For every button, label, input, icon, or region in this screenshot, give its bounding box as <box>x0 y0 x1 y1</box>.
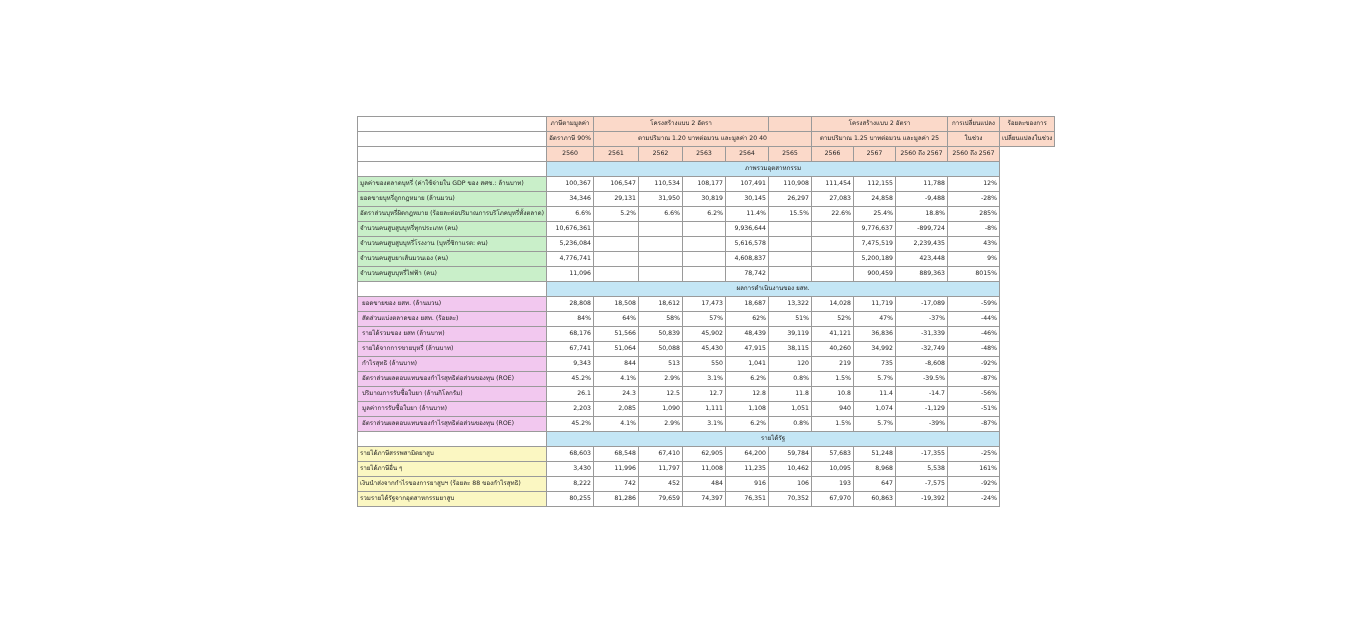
cell-2561[interactable]: 5.2% <box>593 207 638 222</box>
cell-2560[interactable]: 28,808 <box>547 297 594 312</box>
cell-2564[interactable]: 18,687 <box>725 297 768 312</box>
table-row <box>358 402 1055 417</box>
cell-2566[interactable]: 111,454 <box>811 177 853 192</box>
cell-2562[interactable] <box>638 222 682 237</box>
row-label[interactable]: ยอดขายบุหรี่ถูกกฎหมาย (ล้านมวน) <box>358 192 547 207</box>
cell-2563[interactable]: 11,008 <box>682 462 725 477</box>
cell-2562[interactable]: 18,612 <box>638 297 682 312</box>
cell-2560[interactable]: 6.6% <box>547 207 594 222</box>
cell-2562[interactable]: 6.6% <box>638 207 682 222</box>
row-label[interactable]: ปริมาณการรับซื้อใบยา (ล้านกิโลกรัม) <box>358 387 547 402</box>
cell-change[interactable]: -39% <box>895 417 947 432</box>
cell-pct-change[interactable]: 9% <box>947 252 999 267</box>
header-label-blank-1[interactable] <box>358 117 547 132</box>
table-row <box>358 297 1055 312</box>
header-row-1 <box>358 117 1055 132</box>
cell-2564[interactable]: 5,616,578 <box>725 237 768 252</box>
cell-2560[interactable]: 80,255 <box>547 492 594 507</box>
cell-2567[interactable]: 11,719 <box>853 297 895 312</box>
cell-2562[interactable] <box>638 267 682 282</box>
cell-2562[interactable]: 50,088 <box>638 342 682 357</box>
cell-2561[interactable]: 4.1% <box>593 417 638 432</box>
cell-2561[interactable]: 29,131 <box>593 192 638 207</box>
cell-2560[interactable]: 67,741 <box>547 342 594 357</box>
cell-2561[interactable]: 2,085 <box>593 402 638 417</box>
cell-2561[interactable] <box>593 222 638 237</box>
row-label[interactable]: มูลค่าการรับซื้อใบยา (ล้านบาท) <box>358 402 547 417</box>
header-group2-line1[interactable]: โครงสร้างแบบ 2 อัตรา <box>811 117 947 132</box>
cell-pct-change[interactable]: 43% <box>947 237 999 252</box>
cell-2567[interactable]: 8,968 <box>853 462 895 477</box>
cell-2565[interactable] <box>768 252 811 267</box>
header-2560-line2[interactable]: อัตราภาษี 90% <box>547 132 594 147</box>
cell-2562[interactable]: 513 <box>638 357 682 372</box>
cell-2565[interactable] <box>768 222 811 237</box>
cell-2565[interactable]: 26,297 <box>768 192 811 207</box>
section-label-blank[interactable] <box>358 282 547 297</box>
row-label[interactable]: อัตราส่วนบุหรี่ผิดกฎหมาย (ร้อยละต่อปริมาณการบริโภคบุหรี่ทั้งตลาด) <box>358 207 547 222</box>
row-label[interactable]: จำนวนคนสูบบุหรี่ไฟฟ้า (คน) <box>358 267 547 282</box>
cell-pct-change[interactable]: 8015% <box>947 267 999 282</box>
row-label[interactable]: เงินนำส่งจากกำไรของการยาสูบฯ (ร้อยละ 88 ของกำไรสุทธิ) <box>358 477 547 492</box>
cell-change[interactable]: -8,608 <box>895 357 947 372</box>
cell-2567[interactable]: 60,863 <box>853 492 895 507</box>
row-label[interactable]: จำนวนคนสูบสูบบุหรี่ทุกประเภท (คน) <box>358 222 547 237</box>
cell-2561[interactable]: 51,064 <box>593 342 638 357</box>
cell-2562[interactable]: 67,410 <box>638 447 682 462</box>
cell-2564[interactable]: 9,936,644 <box>725 222 768 237</box>
cell-2562[interactable]: 12.5 <box>638 387 682 402</box>
cell-change[interactable]: -17,355 <box>895 447 947 462</box>
cell-2564[interactable]: 47,915 <box>725 342 768 357</box>
cell-2563[interactable]: 74,397 <box>682 492 725 507</box>
cell-2560[interactable]: 34,346 <box>547 192 594 207</box>
section-label-blank[interactable] <box>358 432 547 447</box>
cell-2565[interactable]: 39,119 <box>768 327 811 342</box>
cell-2565[interactable]: 106 <box>768 477 811 492</box>
cell-2566[interactable]: 41,121 <box>811 327 853 342</box>
cell-2563[interactable]: 3.1% <box>682 372 725 387</box>
cell-2562[interactable]: 1,090 <box>638 402 682 417</box>
cell-2561[interactable]: 81,286 <box>593 492 638 507</box>
cell-change[interactable]: -17,089 <box>895 297 947 312</box>
cell-pct-change[interactable]: -51% <box>947 402 999 417</box>
cell-2564[interactable]: 916 <box>725 477 768 492</box>
cell-2566[interactable]: 1.5% <box>811 417 853 432</box>
cell-2561[interactable]: 51,566 <box>593 327 638 342</box>
cell-2563[interactable] <box>682 267 725 282</box>
header-pct-range[interactable]: 2560 ถึง 2567 <box>947 147 999 162</box>
cell-pct-change[interactable]: -48% <box>947 342 999 357</box>
cell-pct-change[interactable]: -46% <box>947 327 999 342</box>
cell-2563[interactable] <box>682 222 725 237</box>
cell-2565[interactable]: 51% <box>768 312 811 327</box>
cell-2566[interactable]: 67,970 <box>811 492 853 507</box>
cell-2564[interactable]: 76,351 <box>725 492 768 507</box>
cell-2560[interactable]: 100,367 <box>547 177 594 192</box>
cell-2560[interactable]: 68,603 <box>547 447 594 462</box>
cell-2560[interactable]: 5,236,084 <box>547 237 594 252</box>
year-2565[interactable]: 2565 <box>768 147 811 162</box>
cell-2564[interactable]: 78,742 <box>725 267 768 282</box>
cell-2567[interactable]: 9,776,637 <box>853 222 895 237</box>
cell-2560[interactable]: 8,222 <box>547 477 594 492</box>
section-label-blank[interactable] <box>358 162 547 177</box>
cell-change[interactable]: 889,363 <box>895 267 947 282</box>
cell-2560[interactable]: 9,343 <box>547 357 594 372</box>
table-row <box>358 342 1055 357</box>
cell-2565[interactable]: 0.8% <box>768 417 811 432</box>
cell-2563[interactable]: 108,177 <box>682 177 725 192</box>
cell-2564[interactable]: 30,145 <box>725 192 768 207</box>
cell-2564[interactable]: 64,200 <box>725 447 768 462</box>
header-pct-line2[interactable]: เปลี่ยนแปลงในช่วง <box>999 132 1054 147</box>
row-label[interactable]: สัดส่วนแบ่งตลาดของ ยสท. (ร้อยละ) <box>358 312 547 327</box>
cell-2564[interactable]: 1,108 <box>725 402 768 417</box>
header-label-blank-3[interactable] <box>358 147 547 162</box>
row-label[interactable]: รายได้ภาษีอื่น ๆ <box>358 462 547 477</box>
cell-2561[interactable]: 742 <box>593 477 638 492</box>
cell-2565[interactable] <box>768 267 811 282</box>
cell-2561[interactable]: 18,508 <box>593 297 638 312</box>
cell-2562[interactable]: 2.9% <box>638 372 682 387</box>
cell-2560[interactable]: 11,096 <box>547 267 594 282</box>
cell-2565[interactable]: 38,115 <box>768 342 811 357</box>
cell-2562[interactable]: 452 <box>638 477 682 492</box>
header-group1-line1[interactable]: โครงสร้างแบบ 2 อัตรา <box>593 117 768 132</box>
year-2561[interactable]: 2561 <box>593 147 638 162</box>
cell-pct-change[interactable]: -87% <box>947 372 999 387</box>
cell-change[interactable]: 11,788 <box>895 177 947 192</box>
cell-change[interactable]: 18.8% <box>895 207 947 222</box>
table-row <box>358 222 1055 237</box>
cell-2564[interactable]: 6.2% <box>725 417 768 432</box>
cell-2560[interactable]: 10,676,361 <box>547 222 594 237</box>
cell-pct-change[interactable]: -87% <box>947 417 999 432</box>
section-title[interactable]: รายได้รัฐ <box>547 432 1000 447</box>
cell-2567[interactable]: 647 <box>853 477 895 492</box>
cell-2560[interactable]: 3,430 <box>547 462 594 477</box>
cell-2565[interactable]: 0.8% <box>768 372 811 387</box>
cell-2567[interactable]: 5.7% <box>853 372 895 387</box>
cell-2562[interactable]: 31,950 <box>638 192 682 207</box>
year-2566[interactable]: 2566 <box>811 147 853 162</box>
cell-2566[interactable]: 40,260 <box>811 342 853 357</box>
header-change-line2[interactable]: ในช่วง <box>947 132 999 147</box>
cell-2562[interactable]: 110,534 <box>638 177 682 192</box>
table-row <box>358 177 1055 192</box>
cell-change[interactable]: -19,392 <box>895 492 947 507</box>
cell-2563[interactable]: 62,905 <box>682 447 725 462</box>
cell-2563[interactable]: 1,111 <box>682 402 725 417</box>
cell-change[interactable]: -899,724 <box>895 222 947 237</box>
cell-2563[interactable]: 12.7 <box>682 387 725 402</box>
cell-pct-change[interactable]: -59% <box>947 297 999 312</box>
table-row <box>358 417 1055 432</box>
cell-2567[interactable]: 112,155 <box>853 177 895 192</box>
section-header-government-revenue <box>358 432 1055 447</box>
year-2563[interactable]: 2563 <box>682 147 725 162</box>
row-label[interactable]: รายได้ภาษีสรรพสามิตยาสูบ <box>358 447 547 462</box>
cell-change[interactable]: -31,339 <box>895 327 947 342</box>
cell-pct-change[interactable]: -24% <box>947 492 999 507</box>
cell-2561[interactable]: 64% <box>593 312 638 327</box>
cell-change[interactable]: 423,448 <box>895 252 947 267</box>
cell-change[interactable]: -1,129 <box>895 402 947 417</box>
cell-2561[interactable] <box>593 252 638 267</box>
cell-2561[interactable]: 4.1% <box>593 372 638 387</box>
cell-2563[interactable]: 57% <box>682 312 725 327</box>
row-label[interactable]: จำนวนคนสูบสูบบุหรี่โรงงาน (บุหรี่ซิกาแรต: คน) <box>358 237 547 252</box>
cell-2564[interactable]: 11,235 <box>725 462 768 477</box>
header-2560-line1[interactable]: ภาษีตามมูลค่า <box>547 117 594 132</box>
cell-pct-change[interactable]: -8% <box>947 222 999 237</box>
table-row <box>358 192 1055 207</box>
cell-change[interactable]: -9,488 <box>895 192 947 207</box>
cell-2565[interactable]: 15.5% <box>768 207 811 222</box>
cell-2565[interactable]: 13,322 <box>768 297 811 312</box>
cell-2564[interactable]: 4,608,837 <box>725 252 768 267</box>
cell-2565[interactable]: 11.8 <box>768 387 811 402</box>
table-row <box>358 372 1055 387</box>
section-title[interactable]: ผลการดำเนินงานของ ยสท. <box>547 282 1000 297</box>
cell-2567[interactable]: 47% <box>853 312 895 327</box>
header-pct-line1[interactable]: ร้อยละของการ <box>999 117 1054 132</box>
cell-2562[interactable] <box>638 252 682 267</box>
table-row <box>358 252 1055 267</box>
tobacco-industry-table <box>357 116 1055 507</box>
table-row <box>358 462 1055 477</box>
cell-2562[interactable] <box>638 237 682 252</box>
cell-2562[interactable]: 2.9% <box>638 417 682 432</box>
cell-2565[interactable]: 110,908 <box>768 177 811 192</box>
cell-2563[interactable]: 45,902 <box>682 327 725 342</box>
cell-pct-change[interactable]: -28% <box>947 192 999 207</box>
cell-2566[interactable]: 10,095 <box>811 462 853 477</box>
row-label[interactable]: รายได้จากการขายบุหรี่ (ล้านบาท) <box>358 342 547 357</box>
cell-2567[interactable]: 11.4 <box>853 387 895 402</box>
year-2560[interactable]: 2560 <box>547 147 594 162</box>
row-label[interactable]: มูลค่าของตลาดบุหรี่ (ค่าใช้จ่ายใน GDP ของ สศช.: ล้านบาท) <box>358 177 547 192</box>
cell-2560[interactable]: 26.1 <box>547 387 594 402</box>
cell-2560[interactable]: 84% <box>547 312 594 327</box>
cell-2560[interactable]: 45.2% <box>547 372 594 387</box>
cell-2561[interactable] <box>593 267 638 282</box>
cell-change[interactable]: -37% <box>895 312 947 327</box>
cell-2565[interactable] <box>768 237 811 252</box>
header-change-range[interactable]: 2560 ถึง 2567 <box>895 147 947 162</box>
cell-2563[interactable]: 30,819 <box>682 192 725 207</box>
cell-2561[interactable]: 11,996 <box>593 462 638 477</box>
cell-pct-change[interactable]: 161% <box>947 462 999 477</box>
cell-change[interactable]: 5,538 <box>895 462 947 477</box>
cell-2563[interactable] <box>682 237 725 252</box>
cell-2562[interactable]: 58% <box>638 312 682 327</box>
cell-2565[interactable]: 10,462 <box>768 462 811 477</box>
cell-2566[interactable] <box>811 252 853 267</box>
cell-2563[interactable] <box>682 252 725 267</box>
row-label[interactable]: รวมรายได้รัฐจากอุตสาหกรรมยาสูบ <box>358 492 547 507</box>
cell-2565[interactable]: 1,051 <box>768 402 811 417</box>
cell-2563[interactable]: 45,430 <box>682 342 725 357</box>
cell-2566[interactable]: 22.6% <box>811 207 853 222</box>
cell-2561[interactable]: 68,548 <box>593 447 638 462</box>
cell-pct-change[interactable]: -44% <box>947 312 999 327</box>
cell-change[interactable]: 2,239,435 <box>895 237 947 252</box>
cell-2564[interactable]: 11.4% <box>725 207 768 222</box>
cell-change[interactable]: -7,575 <box>895 477 947 492</box>
cell-2561[interactable] <box>593 237 638 252</box>
row-label[interactable]: กำไรสุทธิ (ล้านบาท) <box>358 357 547 372</box>
table-row <box>358 207 1055 222</box>
cell-pct-change[interactable]: -92% <box>947 477 999 492</box>
cell-change[interactable]: -39.5% <box>895 372 947 387</box>
cell-2566[interactable]: 14,028 <box>811 297 853 312</box>
cell-2567[interactable]: 7,475,519 <box>853 237 895 252</box>
table-row <box>358 267 1055 282</box>
cell-2567[interactable]: 735 <box>853 357 895 372</box>
cell-2562[interactable]: 50,839 <box>638 327 682 342</box>
header-group1-line2[interactable]: ตามปริมาณ 1.20 บาทต่อมวน และมูลค่า 20 40 <box>593 132 811 147</box>
cell-2567[interactable]: 25.4% <box>853 207 895 222</box>
row-label[interactable]: รายได้รวมของ ยสท (ล้านบาท) <box>358 327 547 342</box>
year-2564[interactable]: 2564 <box>725 147 768 162</box>
cell-2567[interactable]: 5,200,189 <box>853 252 895 267</box>
cell-pct-change[interactable]: 285% <box>947 207 999 222</box>
table-row <box>358 447 1055 462</box>
cell-2567[interactable]: 36,836 <box>853 327 895 342</box>
cell-2566[interactable]: 57,683 <box>811 447 853 462</box>
section-title[interactable]: ภาพรวมอุตสาหกรรม <box>547 162 1000 177</box>
table-row <box>358 327 1055 342</box>
cell-2563[interactable]: 3.1% <box>682 417 725 432</box>
cell-2566[interactable]: 219 <box>811 357 853 372</box>
cell-2563[interactable]: 6.2% <box>682 207 725 222</box>
cell-2562[interactable]: 79,659 <box>638 492 682 507</box>
cell-2565[interactable]: 59,784 <box>768 447 811 462</box>
cell-2564[interactable]: 12.8 <box>725 387 768 402</box>
section-header-industry-overview <box>358 162 1055 177</box>
cell-2564[interactable]: 62% <box>725 312 768 327</box>
header-row-2 <box>358 132 1055 147</box>
cell-2563[interactable]: 550 <box>682 357 725 372</box>
cell-2563[interactable]: 17,473 <box>682 297 725 312</box>
cell-2560[interactable]: 2,203 <box>547 402 594 417</box>
cell-2562[interactable]: 11,797 <box>638 462 682 477</box>
cell-2561[interactable]: 106,547 <box>593 177 638 192</box>
cell-2567[interactable]: 5.7% <box>853 417 895 432</box>
cell-2566[interactable]: 10.8 <box>811 387 853 402</box>
table-row <box>358 477 1055 492</box>
cell-2561[interactable]: 844 <box>593 357 638 372</box>
cell-2564[interactable]: 48,439 <box>725 327 768 342</box>
cell-change[interactable]: -14.7 <box>895 387 947 402</box>
year-2562[interactable]: 2562 <box>638 147 682 162</box>
row-label[interactable]: อัตราส่วนผลตอบแทนของกำไรสุทธิต่อส่วนของทุน (ROE) <box>358 417 547 432</box>
header-label-blank-2[interactable] <box>358 132 547 147</box>
cell-2567[interactable]: 900,459 <box>853 267 895 282</box>
cell-2564[interactable]: 6.2% <box>725 372 768 387</box>
row-label[interactable]: ยอดขายของ ยสท. (ล้านมวน) <box>358 297 547 312</box>
cell-pct-change[interactable]: -56% <box>947 387 999 402</box>
cell-2566[interactable]: 940 <box>811 402 853 417</box>
table-row <box>358 237 1055 252</box>
cell-change[interactable]: -32,749 <box>895 342 947 357</box>
cell-pct-change[interactable]: -92% <box>947 357 999 372</box>
cell-2565[interactable]: 120 <box>768 357 811 372</box>
cell-2566[interactable] <box>811 267 853 282</box>
section-header-tobacco-authority-performance <box>358 282 1055 297</box>
cell-2566[interactable]: 52% <box>811 312 853 327</box>
cell-2564[interactable]: 1,041 <box>725 357 768 372</box>
cell-2567[interactable]: 34,992 <box>853 342 895 357</box>
header-group1-spacer[interactable] <box>768 117 811 132</box>
cell-2567[interactable]: 51,248 <box>853 447 895 462</box>
cell-2560[interactable]: 68,176 <box>547 327 594 342</box>
table-row <box>358 357 1055 372</box>
cell-2560[interactable]: 4,776,741 <box>547 252 594 267</box>
cell-pct-change[interactable]: 12% <box>947 177 999 192</box>
header-change-line1[interactable]: การเปลี่ยนแปลง <box>947 117 999 132</box>
cell-2566[interactable]: 1.5% <box>811 372 853 387</box>
cell-2566[interactable] <box>811 222 853 237</box>
header-group2-line2[interactable]: ตามปริมาณ 1.25 บาทต่อมวน และมูลค่า 25 <box>811 132 947 147</box>
cell-2566[interactable]: 193 <box>811 477 853 492</box>
cell-2565[interactable]: 70,352 <box>768 492 811 507</box>
cell-2564[interactable]: 107,491 <box>725 177 768 192</box>
table-row <box>358 387 1055 402</box>
row-label[interactable]: จำนวนคนสูบยาเส้นมวนเอง (คน) <box>358 252 547 267</box>
cell-2566[interactable]: 27,083 <box>811 192 853 207</box>
cell-2560[interactable]: 45.2% <box>547 417 594 432</box>
table-row <box>358 492 1055 507</box>
header-row-years <box>358 147 1055 162</box>
cell-2567[interactable]: 1,074 <box>853 402 895 417</box>
cell-2561[interactable]: 24.3 <box>593 387 638 402</box>
cell-2563[interactable]: 484 <box>682 477 725 492</box>
year-2567[interactable]: 2567 <box>853 147 895 162</box>
cell-2567[interactable]: 24,858 <box>853 192 895 207</box>
row-label[interactable]: อัตราส่วนผลตอบแทนของกำไรสุทธิต่อส่วนของทุน (ROE) <box>358 372 547 387</box>
table-row <box>358 312 1055 327</box>
cell-2566[interactable] <box>811 237 853 252</box>
cell-pct-change[interactable]: -25% <box>947 447 999 462</box>
